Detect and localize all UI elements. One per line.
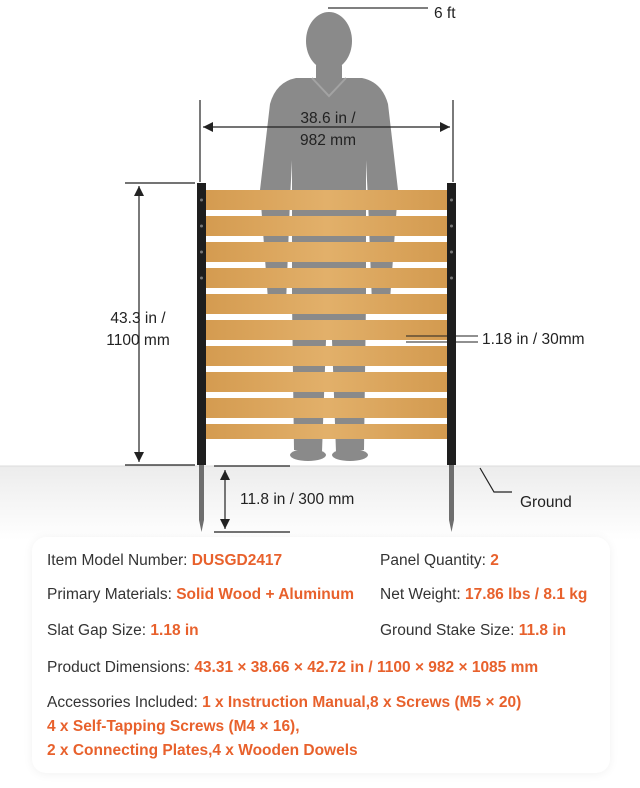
accessories-line-3: 2 x Connecting Plates,4 x Wooden Dowels: [47, 742, 358, 759]
spec-materials: Primary Materials: Solid Wood + Aluminum: [47, 586, 354, 603]
spec-slat-gap: Slat Gap Size: 1.18 in: [47, 622, 199, 639]
spec-accessories: Accessories Included: 1 x Instruction Manual,8 x Screws (M5 × 20): [47, 694, 522, 711]
slat-thickness-label: 1.18 in / 30mm: [482, 331, 585, 348]
panel-width-mm: 982 mm: [300, 132, 356, 149]
ground-label: Ground: [520, 494, 572, 511]
accessories-line-2: 4 x Self-Tapping Screws (M4 × 16),: [47, 718, 300, 735]
spec-item-model: Item Model Number: DUSGD2417: [47, 552, 283, 569]
net-weight-value: 17.86 lbs / 8.1 kg: [465, 586, 588, 603]
spec-ground-stake: Ground Stake Size: 11.8 in: [380, 622, 567, 639]
panel-height-label: [98, 308, 178, 352]
panel-quantity-value: 2: [490, 552, 499, 569]
spec-panel-quantity: Panel Quantity: 2: [380, 552, 499, 569]
height-label: 6 ft: [434, 5, 456, 22]
accessories-line-1: 1 x Instruction Manual,8 x Screws (M5 × 20): [202, 694, 522, 711]
panel-height-mm: 1100 mm: [106, 332, 170, 349]
stake-length-label: 11.8 in / 300 mm: [240, 491, 355, 508]
spec-net-weight: Net Weight: 17.86 lbs / 8.1 kg: [380, 586, 588, 603]
panel-height-inches: 43.3 in /: [110, 310, 166, 327]
slat-gap-value: 1.18 in: [150, 622, 199, 639]
person-silhouette: [260, 12, 398, 461]
materials-value: Solid Wood + Aluminum: [176, 586, 354, 603]
product-dimensions-value: 43.31 × 38.66 × 42.72 in / 1100 × 982 × 1085 mm: [194, 659, 539, 676]
panel-width-inches: 38.6 in /: [300, 110, 356, 127]
ground-stake-value: 11.8 in: [518, 622, 567, 639]
item-model-value: DUSGD2417: [191, 552, 283, 569]
panel-width-label: [290, 108, 366, 152]
spec-product-dimensions: Product Dimensions: 43.31 × 38.66 × 42.72 in / 1100 × 982 × 1085 mm: [47, 659, 539, 676]
